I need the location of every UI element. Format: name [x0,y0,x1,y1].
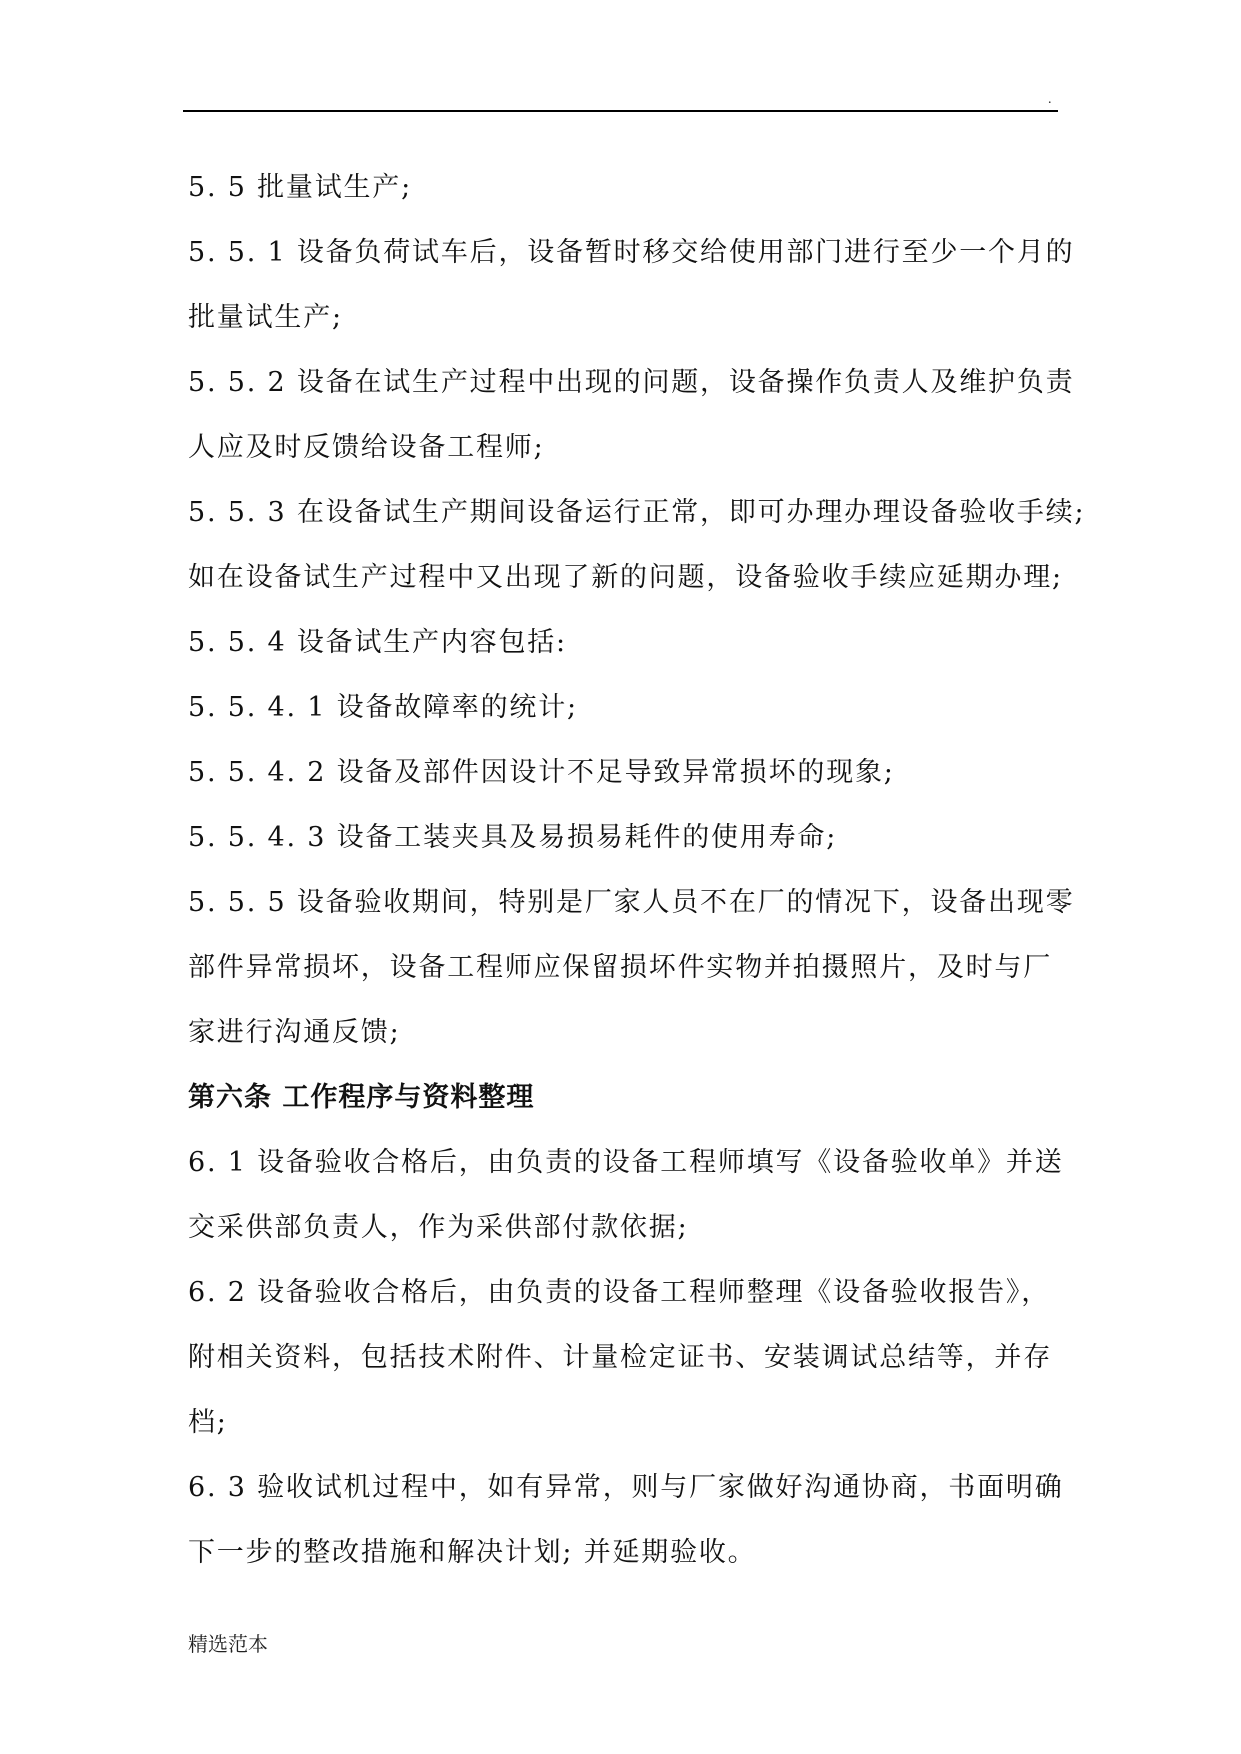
text-line: 5. 5. 4. 3 设备工装夹具及易损易耗件的使用寿命; [188,822,838,853]
text-line: 部件异常损坏，设备工程师应保留损坏件实物并拍摄照片，及时与厂 [188,952,1052,983]
text-line: 5. 5 批量试生产; [188,172,413,203]
text-line: 如在设备试生产过程中又出现了新的问题，设备验收手续应延期办理; [188,562,1063,593]
section-heading: 第六条 工作程序与资料整理 [188,1082,535,1113]
body-text [188,155,1086,1585]
header-rule [183,110,1058,112]
footer-text: 精选范本 [188,1632,268,1656]
text-line: 5. 5. 1 设备负荷试车后，设备暂时移交给使用部门进行至少一个月的 [188,237,1075,268]
text-line: 5. 5. 3 在设备试生产期间设备运行正常，即可办理办理设备验收手续; [188,497,1086,528]
text-line: 5. 5. 4 设备试生产内容包括: [188,627,567,658]
text-line: 6. 3 验收试机过程中，如有异常，则与厂家做好沟通协商，书面明确 [188,1472,1064,1503]
text-line: 家进行沟通反馈; [188,1017,401,1048]
text-line: 6. 2 设备验收合格后，由负责的设备工程师整理《设备验收报告》， [188,1277,1051,1308]
header-mark: . [1048,92,1052,107]
text-line: 5. 5. 4. 2 设备及部件因设计不足导致异常损坏的现象; [188,757,895,788]
text-line: 下一步的整改措施和解决计划; 并延期验收。 [188,1537,757,1568]
text-line: 批量试生产; [188,302,343,333]
text-line: 附相关资料，包括技术附件、计量检定证书、安装调试总结等，并存 [188,1342,1052,1373]
text-line: 档; [188,1407,228,1438]
text-line: 5. 5. 5 设备验收期间，特别是厂家人员不在厂的情况下，设备出现零 [188,887,1075,918]
text-line: 5. 5. 4. 1 设备故障率的统计; [188,692,578,723]
text-line: 交采供部负责人，作为采供部付款依据; [188,1212,689,1243]
text-line: 6. 1 设备验收合格后，由负责的设备工程师填写《设备验收单》并送 [188,1147,1064,1178]
text-line: 人应及时反馈给设备工程师; [188,432,545,463]
text-line: 5. 5. 2 设备在试生产过程中出现的问题，设备操作负责人及维护负责 [188,367,1075,398]
